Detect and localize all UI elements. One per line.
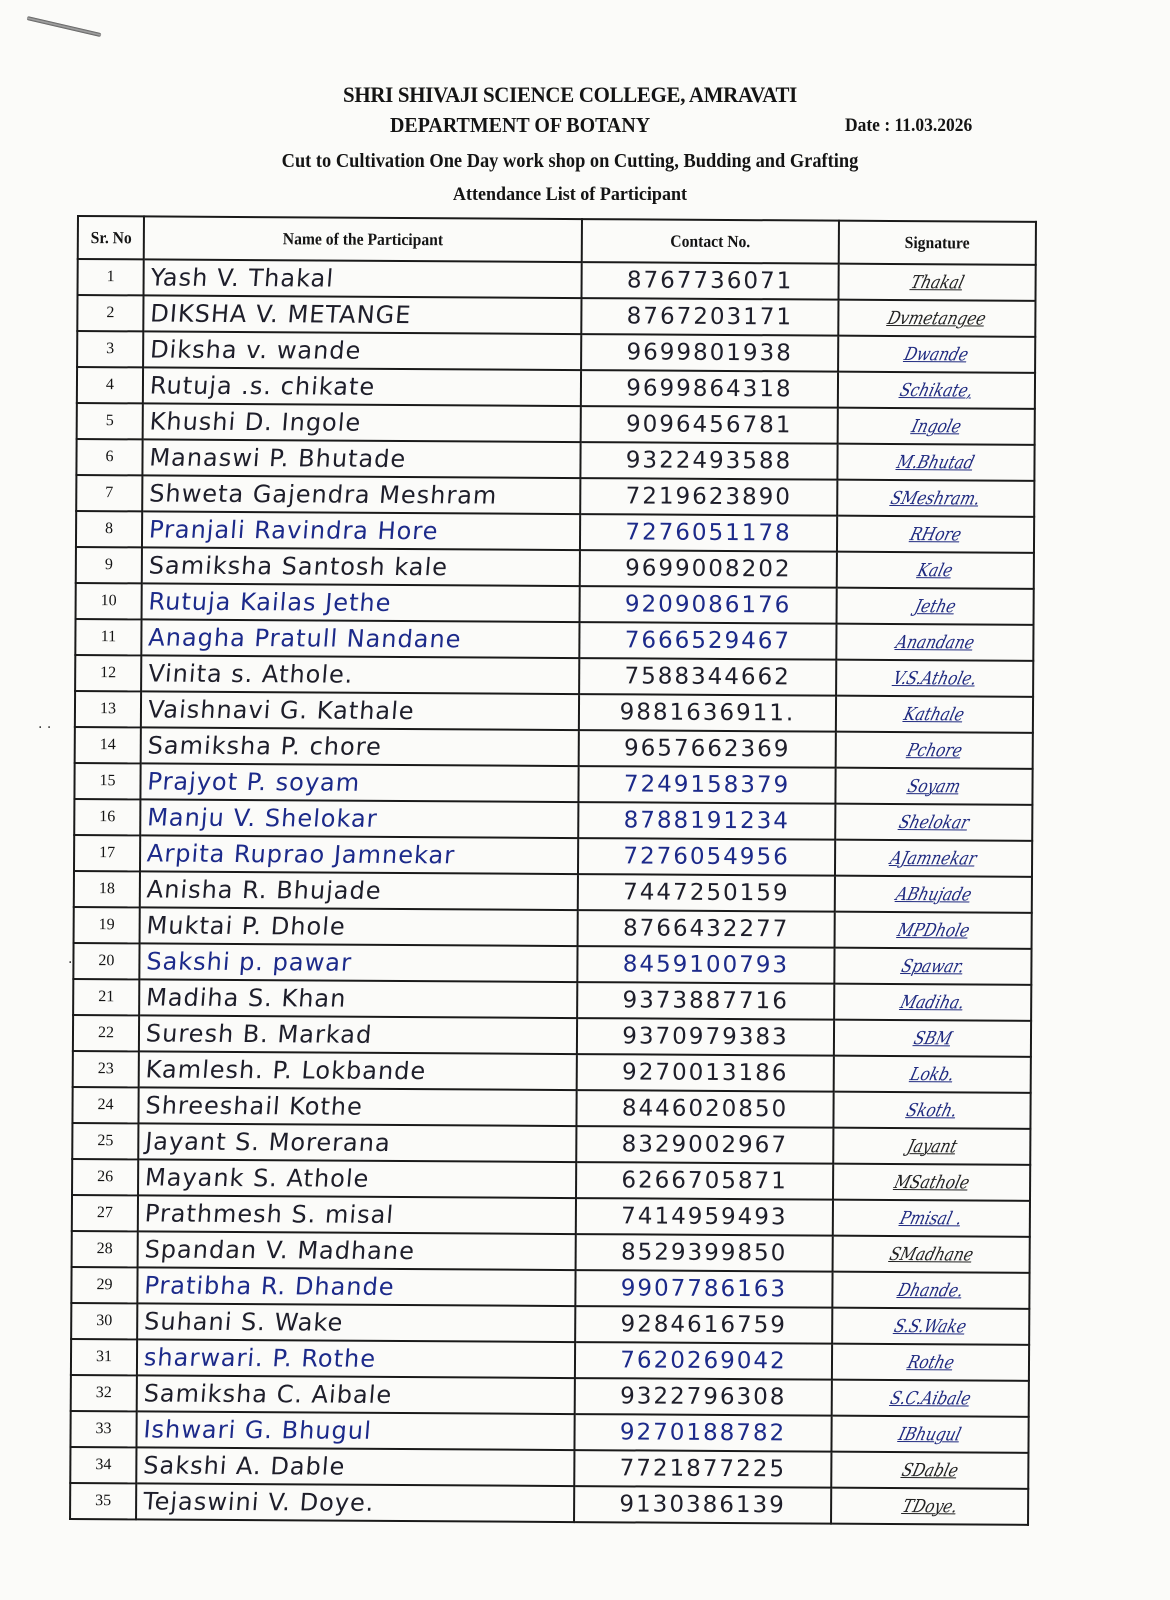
signature xyxy=(833,1236,1030,1273)
participant-name: Yash V. Thakal xyxy=(142,259,583,298)
contact-number: 7620269042 xyxy=(575,1342,832,1380)
signature xyxy=(838,336,1035,373)
signature-image: SMadhane xyxy=(887,1243,976,1265)
table-row xyxy=(77,295,1035,337)
serial-number: 9 xyxy=(76,547,142,583)
signature-image: MPDhole xyxy=(894,919,972,941)
table-row xyxy=(78,259,1036,301)
table-row xyxy=(72,1231,1030,1273)
contact-number: 9699864318 xyxy=(581,370,838,408)
serial-number: 33 xyxy=(70,1411,136,1447)
signature-image: SMeshram. xyxy=(888,487,983,510)
table-row xyxy=(75,691,1033,733)
margin-mark: · · xyxy=(38,720,52,736)
contact-number: 8329002967 xyxy=(576,1126,833,1164)
participant-name: Samiksha C. Aibale xyxy=(135,1375,576,1414)
table-row xyxy=(70,1483,1028,1525)
signature-image: Dwande xyxy=(902,343,971,365)
serial-number: 12 xyxy=(75,655,141,691)
serial-number: 6 xyxy=(76,439,142,475)
contact-number: 7588344662 xyxy=(579,658,836,696)
table-body xyxy=(70,259,1036,1525)
participant-name: Pratibha R. Dhande xyxy=(136,1267,577,1306)
serial-number: 2 xyxy=(77,295,143,331)
signature xyxy=(836,660,1033,697)
table-row xyxy=(76,547,1034,589)
contact-number: 9881636911. xyxy=(579,694,836,732)
participant-name: Vinita s. Athole. xyxy=(140,655,581,694)
contact-number: 7666529467 xyxy=(579,622,836,660)
participant-name: Pranjali Ravindra Hore xyxy=(141,511,582,550)
participant-name: Tejaswini V. Doye. xyxy=(135,1483,576,1522)
participant-name: Diksha v. wande xyxy=(142,331,583,370)
signature xyxy=(834,1056,1031,1093)
signature xyxy=(833,1164,1030,1201)
signature-image: AJamnekar xyxy=(888,847,979,869)
contact-number: 9657662369 xyxy=(579,730,836,768)
signature xyxy=(835,768,1032,805)
signature xyxy=(831,1488,1028,1525)
table-row xyxy=(72,1087,1030,1129)
signature-image: SDable xyxy=(899,1459,961,1481)
signature xyxy=(833,1092,1030,1129)
contact-number: 9322493588 xyxy=(580,442,837,480)
serial-number: 4 xyxy=(77,367,143,403)
table-row xyxy=(74,799,1032,841)
signature-image: Ingole xyxy=(909,415,964,437)
signature xyxy=(833,1200,1030,1237)
participant-name: Jayant S. Morerana xyxy=(137,1123,578,1162)
serial-number: 19 xyxy=(74,907,140,943)
table-row xyxy=(74,871,1032,913)
serial-number: 18 xyxy=(74,871,140,907)
signature-image: Madiha. xyxy=(898,991,968,1013)
signature xyxy=(837,480,1034,517)
participant-name: Manju V. Shelokar xyxy=(139,799,580,838)
staple xyxy=(27,16,102,37)
signature-image: Schikate, xyxy=(897,379,976,401)
contact-number: 9130386139 xyxy=(574,1486,831,1524)
signature-image: RHore xyxy=(907,523,964,545)
serial-number: 30 xyxy=(71,1303,137,1339)
serial-number: 28 xyxy=(72,1231,138,1267)
serial-number: 31 xyxy=(71,1339,137,1375)
serial-number: 35 xyxy=(70,1483,136,1519)
table-row xyxy=(76,511,1034,553)
contact-number: 9907786163 xyxy=(575,1270,832,1308)
table-row xyxy=(72,1195,1030,1237)
contact-number: 9270013186 xyxy=(577,1054,834,1092)
serial-number: 25 xyxy=(72,1123,138,1159)
signature-image: MSathole xyxy=(891,1171,972,1193)
participant-name: DIKSHA V. METANGE xyxy=(142,295,583,334)
list-title: Attendance List of Participant xyxy=(452,184,688,205)
table-row xyxy=(73,1015,1031,1057)
serial-number: 17 xyxy=(74,835,140,871)
participant-name: Anagha Pratull Nandane xyxy=(140,619,581,658)
signature-image: SBM xyxy=(911,1027,954,1049)
serial-number: 13 xyxy=(75,691,141,727)
contact-number: 7249158379 xyxy=(578,766,835,804)
column-header-contact: Contact No. xyxy=(582,219,839,264)
participant-name: Muktai P. Dhole xyxy=(138,907,579,946)
serial-number: 27 xyxy=(72,1195,138,1231)
signature xyxy=(834,1020,1031,1057)
participant-name: Madiha S. Khan xyxy=(138,979,579,1018)
serial-number: 5 xyxy=(77,403,143,439)
signature xyxy=(837,444,1034,481)
document-date: Date : 11.03.2026 xyxy=(845,115,973,136)
table-row xyxy=(75,727,1033,769)
workshop-title: Cut to Cultivation One Day work shop on Cutting, Budding and Grafting xyxy=(281,150,859,172)
signature xyxy=(838,408,1035,445)
serial-number: 23 xyxy=(73,1051,139,1087)
contact-number: 8446020850 xyxy=(576,1090,833,1128)
participant-name: Rutuja Kailas Jethe xyxy=(140,583,581,622)
serial-number: 3 xyxy=(77,331,143,367)
table-row xyxy=(70,1411,1028,1453)
table-row xyxy=(75,619,1033,661)
participant-name: Shweta Gajendra Meshram xyxy=(141,475,582,514)
contact-number: 9699801938 xyxy=(581,334,838,372)
contact-number: 9370979383 xyxy=(577,1018,834,1056)
table-row xyxy=(71,1375,1029,1417)
serial-number: 16 xyxy=(74,799,140,835)
signature-image: M.Bhutad xyxy=(895,451,977,473)
signature xyxy=(837,588,1034,625)
college-name: SHRI SHIVAJI SCIENCE COLLEGE, AMRAVATI xyxy=(343,82,797,107)
participant-name: Suhani S. Wake xyxy=(136,1303,577,1342)
table-row xyxy=(73,979,1031,1021)
serial-number: 26 xyxy=(72,1159,138,1195)
signature xyxy=(835,912,1032,949)
serial-number: 1 xyxy=(78,259,144,295)
participant-name: Prathmesh S. misal xyxy=(137,1195,578,1234)
signature xyxy=(838,372,1035,409)
table-row xyxy=(71,1267,1029,1309)
table-row xyxy=(76,439,1034,481)
contact-number: 7447250159 xyxy=(578,874,835,912)
signature xyxy=(838,300,1035,337)
signature-image: Kathale xyxy=(901,703,967,725)
signature xyxy=(831,1452,1028,1489)
signature-image: Pchore xyxy=(904,739,965,761)
contact-number: 9284616759 xyxy=(575,1306,832,1344)
contact-number: 8767736071 xyxy=(582,262,839,300)
contact-number: 7414959493 xyxy=(576,1198,833,1236)
participant-name: Sakshi p. pawar xyxy=(138,943,579,982)
signature-image: Rothe xyxy=(904,1351,957,1373)
serial-number: 15 xyxy=(74,763,140,799)
participant-name: Prajyot P. soyam xyxy=(139,763,580,802)
margin-mark: · xyxy=(68,955,73,971)
column-header-signature: Signature xyxy=(839,221,1036,265)
participant-name: Kamlesh. P. Lokbande xyxy=(137,1051,578,1090)
signature-image: Soyam xyxy=(905,775,963,797)
contact-number: 9373887716 xyxy=(577,982,834,1020)
table-row xyxy=(76,475,1034,517)
contact-number: 8788191234 xyxy=(578,802,835,840)
contact-number: 9699008202 xyxy=(580,550,837,588)
table-row xyxy=(73,1051,1031,1093)
table-row xyxy=(72,1123,1030,1165)
table-row xyxy=(74,763,1032,805)
table-row xyxy=(71,1303,1029,1345)
department-name: DEPARTMENT OF BOTANY xyxy=(390,113,651,137)
participant-name: Khushi D. Ingole xyxy=(141,403,582,442)
serial-number: 20 xyxy=(73,943,139,979)
signature-image: Jayant xyxy=(904,1135,960,1157)
signature-image: ABhujade xyxy=(893,883,974,905)
signature-image: Dvmetangee xyxy=(885,307,989,330)
signature-image: TDoye. xyxy=(899,1495,960,1517)
column-header-sr-no: Sr. No xyxy=(78,216,144,259)
column-header-name: Name of the Participant xyxy=(144,216,582,262)
table-row xyxy=(74,907,1032,949)
participant-name: Spandan V. Madhane xyxy=(136,1231,577,1270)
signature xyxy=(835,804,1032,841)
table-row xyxy=(77,331,1035,373)
signature-image: IBhugul xyxy=(896,1423,964,1445)
participant-name: Samiksha P. chore xyxy=(139,727,580,766)
contact-number: 8529399850 xyxy=(576,1234,833,1272)
signature-image: Pmisal . xyxy=(898,1207,965,1229)
participant-name: Vaishnavi G. Kathale xyxy=(140,691,581,730)
signature xyxy=(836,696,1033,733)
contact-number: 8766432277 xyxy=(578,910,835,948)
contact-number: 6266705871 xyxy=(576,1162,833,1200)
signature-image: Thakal xyxy=(908,271,967,293)
table-row xyxy=(77,403,1035,445)
signature-image: Kale xyxy=(915,559,956,581)
table-header-row xyxy=(78,216,1036,265)
contact-number: 8767203171 xyxy=(581,298,838,336)
signature-image: Skoth. xyxy=(904,1099,960,1121)
signature xyxy=(832,1308,1029,1345)
signature xyxy=(834,984,1031,1021)
table-row xyxy=(70,1447,1028,1489)
signature xyxy=(835,840,1032,877)
contact-number: 7219623890 xyxy=(580,478,837,516)
participant-name: Suresh B. Markad xyxy=(138,1015,579,1054)
signature-image: V.S.Athole. xyxy=(890,667,979,689)
serial-number: 8 xyxy=(76,511,142,547)
signature-image: S.S.Wake xyxy=(892,1315,970,1337)
participant-name: Ishwari G. Bhugul xyxy=(135,1411,576,1450)
signature xyxy=(836,732,1033,769)
table-row xyxy=(75,655,1033,697)
participant-name: Anisha R. Bhujade xyxy=(139,871,580,910)
contact-number: 8459100793 xyxy=(577,946,834,984)
serial-number: 34 xyxy=(70,1447,136,1483)
signature xyxy=(832,1272,1029,1309)
signature xyxy=(837,552,1034,589)
table-row xyxy=(76,583,1034,625)
contact-number: 9096456781 xyxy=(581,406,838,444)
serial-number: 10 xyxy=(76,583,142,619)
participant-name: Rutuja .s. chikate xyxy=(142,367,583,406)
participant-name: Mayank S. Athole xyxy=(137,1159,578,1198)
signature xyxy=(834,948,1031,985)
signature-image: Spawar. xyxy=(899,955,967,977)
serial-number: 14 xyxy=(75,727,141,763)
signature xyxy=(835,876,1032,913)
table-row xyxy=(72,1159,1030,1201)
serial-number: 7 xyxy=(76,475,142,511)
serial-number: 22 xyxy=(73,1015,139,1051)
serial-number: 32 xyxy=(71,1375,137,1411)
signature xyxy=(838,264,1035,301)
signature xyxy=(832,1344,1029,1381)
table-row xyxy=(71,1339,1029,1381)
signature xyxy=(831,1416,1028,1453)
contact-number: 9322796308 xyxy=(575,1378,832,1416)
signature xyxy=(836,624,1033,661)
contact-number: 9270188782 xyxy=(574,1414,831,1452)
serial-number: 29 xyxy=(71,1267,137,1303)
signature xyxy=(837,516,1034,553)
participant-name: Samiksha Santosh kale xyxy=(140,547,581,586)
signature-image: S.C.Aibale xyxy=(887,1387,973,1409)
participant-name: Shreeshail Kothe xyxy=(137,1087,578,1126)
signature-image: Jethe xyxy=(912,595,958,617)
serial-number: 24 xyxy=(72,1087,138,1123)
participant-name: Arpita Ruprao Jamnekar xyxy=(139,835,580,874)
contact-number: 9209086176 xyxy=(580,586,837,624)
signature xyxy=(833,1128,1030,1165)
contact-number: 7276051178 xyxy=(580,514,837,552)
signature xyxy=(832,1380,1029,1417)
signature-image: Shelokar xyxy=(896,811,972,833)
signature-image: Lokb. xyxy=(907,1063,957,1085)
contact-number: 7276054956 xyxy=(578,838,835,876)
serial-number: 21 xyxy=(73,979,139,1015)
attendance-table-wrapper xyxy=(69,215,1035,1526)
table-row xyxy=(73,943,1031,985)
signature-image: Anandane xyxy=(893,631,977,653)
table-row xyxy=(77,367,1035,409)
signature-image: Dhande. xyxy=(895,1279,967,1301)
participant-name: Manaswi P. Bhutade xyxy=(141,439,582,478)
participant-name: sharwari. P. Rothe xyxy=(136,1339,577,1378)
serial-number: 11 xyxy=(75,619,141,655)
participant-name: Sakshi A. Dable xyxy=(135,1447,576,1486)
attendance-table xyxy=(69,215,1037,1526)
contact-number: 7721877225 xyxy=(574,1450,831,1488)
table-row xyxy=(74,835,1032,877)
